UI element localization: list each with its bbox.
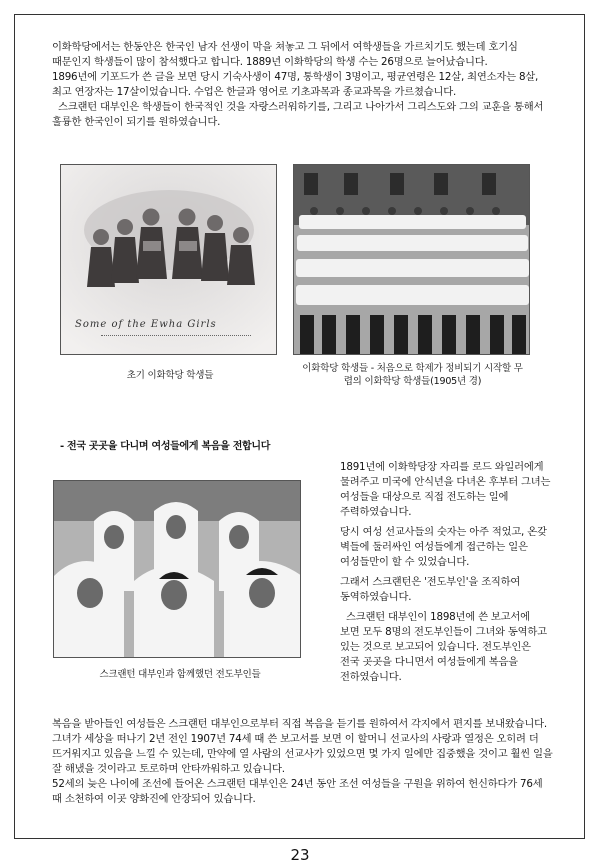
closing-paragraph-1: 복음을 받아들인 여성들은 스크랜턴 대부인으로부터 직접 복음을 듣기를 원하여서 각지에서 편지를 보내왔습니다. 그녀가 세상을 떠나기 2년 전인 1907년 74세 때 쓴 보고서를 보면 이 할머니 선교사의 사랑과 열정은 오히려 더 뜨거워지고 있음을 느낄 수 있는데, 만약에 열 사람의 선교사가 있었으면 몇 가지 일에만 집중했을 것이고 훨씬 일을 잘 해냈을 것이라고 토로하며 안타까워하고 있습니다. [52,718,553,775]
section-paragraph-2: 당시 여성 선교사들의 숫자는 아주 적었고, 온갖 벽들에 둘러싸인 여성들에게 접근하는 일은 여성들만이 할 수 있었습니다. [340,526,547,568]
early-students-caption: 초기 이화학당 학생들 [126,370,214,381]
intro-paragraph-3: 스크랜턴 대부인은 학생들이 한국적인 것을 자랑스러워하기를, 그리고 나아가서 그리스도와 그의 교훈을 통해서 훌륭한 한국인이 되기를 원하였습니다. [52,101,544,128]
students-1905-illustration [294,165,530,355]
students-1905-caption: 이화학당 학생들 - 처음으로 학제가 정비되기 시작할 무렵의 이화학당 학생들(1905년 경) [302,363,523,387]
section-paragraph-1: 1891년에 이화학당장 자리를 로드 와일러에게 물려주고 미국에 안식년을 다녀온 후부터 그녀는 여성들을 대상으로 직접 전도하는 일에 주력하였습니다. [340,461,551,518]
intro-paragraph-2: 1896년에 기포드가 쓴 글을 보면 당시 기숙사생이 47명, 통학생이 3명이고, 평균연령은 12살, 최연소자는 8살, 최고 연장자는 17살이었습니다. 수업은 한글과 영어로 기초과목과 종교과목을 가르쳤습니다. [52,71,539,98]
intro-paragraph-1: 이화학당에서는 한동안은 한국인 남자 선생이 막을 쳐놓고 그 뒤에서 여학생들을 가르치기도 했는데 호기심 때문인지 학생들이 많이 참석했다고 합니다. 1889년 이화학당의 학생 수는 26명으로 늘어났습니다. [52,41,518,68]
students-1905-photo [293,164,530,355]
intro-text [52,40,554,130]
bible-women-caption: 스크랜턴 대부인과 함께했던 전도부인들 [99,669,261,680]
page-number: 23 [290,846,310,864]
closing-text [52,717,554,807]
section-paragraph-3: 그래서 스크랜턴은 '전도부인'을 조직하여 동역하였습니다. [340,576,521,603]
page-frame [14,14,585,839]
photo-handwriting: Some of the Ewha Girls [75,319,217,330]
section-right-text [340,460,552,690]
section-heading: - 전국 곳곳을 다니며 여성들에게 복음을 전합니다 [60,441,271,452]
closing-paragraph-2: 52세의 늦은 나이에 조선에 들어온 스크랜턴 대부인은 24년 동안 조선 여성들을 구원을 위하여 헌신하다가 76세 때 소천하여 이곳 양화진에 안장되어 있습니다. [52,778,543,805]
section-paragraph-4: 스크랜턴 대부인이 1898년에 쓴 보고서에 보면 모두 8명의 전도부인들이 그녀와 동역하고 있는 것으로 보고되어 있습니다. 전도부인은 전국 곳곳을 다니면서 여성들에게 복음을 전하였습니다. [340,611,547,683]
photo-handwritten-marks [101,335,251,352]
early-students-photo [60,164,277,355]
bible-women-illustration [54,481,301,658]
bible-women-photo [53,480,301,658]
